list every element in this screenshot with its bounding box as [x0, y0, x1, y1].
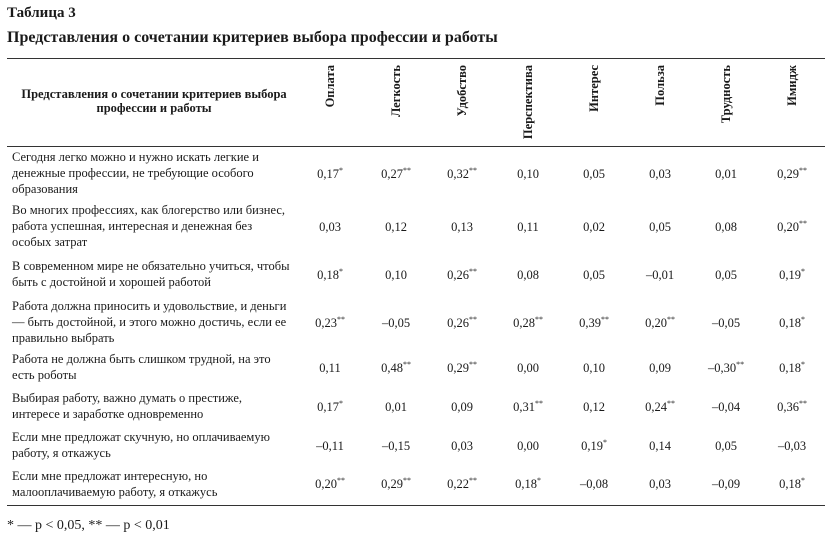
- significance-marker: **: [468, 266, 477, 276]
- cell-value: 0,03: [649, 166, 671, 181]
- cell-value: –0,09: [711, 477, 741, 492]
- cell-value: 0,03: [649, 477, 671, 492]
- cell-value: 0,17: [317, 399, 339, 414]
- cell-value: 0,26: [447, 267, 469, 282]
- row-header-label: Представления о сочетании критериев выбора профессии и работы: [7, 59, 297, 147]
- column-header-label: Легкость: [388, 65, 403, 118]
- value-cell: [693, 464, 759, 505]
- value-cell: [693, 296, 759, 349]
- significance-marker: **: [336, 314, 345, 324]
- value-cell: [363, 464, 429, 505]
- significance-marker: **: [798, 398, 807, 408]
- significance-marker: **: [468, 165, 477, 175]
- significance-marker: **: [666, 314, 675, 324]
- cell-value: 0,18: [779, 477, 801, 492]
- significance-marker: *: [602, 437, 607, 447]
- column-header: [429, 59, 495, 147]
- cell-value: 0,10: [385, 267, 407, 282]
- cell-value: 0,19: [779, 267, 801, 282]
- table-row: [7, 147, 825, 201]
- cell-value: 0,29: [447, 360, 469, 375]
- cell-value: 0,09: [451, 399, 473, 414]
- table-label: Таблица 3: [7, 5, 76, 21]
- column-header-label: Трудность: [718, 65, 733, 124]
- cell-value: 0,05: [715, 267, 737, 282]
- table-row: [7, 464, 825, 505]
- significance-marker: *: [800, 476, 805, 486]
- value-cell: [429, 147, 495, 201]
- correlation-table: [7, 58, 825, 506]
- significance-marker: **: [534, 314, 543, 324]
- value-cell: [297, 349, 363, 386]
- table-row: [7, 200, 825, 253]
- column-header-label: Перспектива: [520, 65, 535, 140]
- table-row: [7, 349, 825, 386]
- column-header: [495, 59, 561, 147]
- value-cell: [693, 386, 759, 427]
- column-header: [693, 59, 759, 147]
- value-cell: [297, 253, 363, 296]
- column-header-label: Имидж: [784, 65, 799, 106]
- value-cell: [627, 147, 693, 201]
- value-cell: [297, 296, 363, 349]
- cell-value: –0,03: [777, 438, 807, 453]
- cell-value: 0,32: [447, 166, 469, 181]
- value-cell: [495, 427, 561, 464]
- value-cell: [759, 349, 825, 386]
- cell-value: –0,30: [707, 360, 737, 375]
- row-label: Выбирая работу, важно думать о престиже, интересе и заработке одновременно: [12, 391, 243, 421]
- value-cell: [495, 296, 561, 349]
- value-cell: [297, 147, 363, 201]
- row-label: Во многих профессиях, как блогерство или бизнес, работа успешная, интересная и денежная без особых затрат: [12, 203, 286, 249]
- table-row: [7, 386, 825, 427]
- cell-value: 0,08: [517, 267, 539, 282]
- row-label: В современном мире не обязательно учиться, чтобы быть с достойной и хорошей работой: [12, 259, 290, 289]
- cell-value: –0,11: [316, 438, 344, 453]
- value-cell: [297, 200, 363, 253]
- value-cell: [627, 464, 693, 505]
- cell-value: 0,14: [649, 438, 671, 453]
- cell-value: 0,18: [515, 477, 537, 492]
- value-cell: [561, 296, 627, 349]
- value-cell: [561, 464, 627, 505]
- significance-marker: *: [338, 165, 343, 175]
- value-cell: [363, 200, 429, 253]
- cell-value: 0,03: [451, 438, 473, 453]
- value-cell: [429, 200, 495, 253]
- cell-value: 0,48: [381, 360, 403, 375]
- value-cell: [561, 200, 627, 253]
- cell-value: 0,11: [517, 219, 539, 234]
- cell-value: 0,05: [583, 166, 605, 181]
- cell-value: 0,17: [317, 166, 339, 181]
- cell-value: 0,18: [779, 315, 801, 330]
- cell-value: 0,09: [649, 360, 671, 375]
- value-cell: [627, 200, 693, 253]
- value-cell: [495, 464, 561, 505]
- value-cell: [693, 253, 759, 296]
- table-row: [7, 427, 825, 464]
- cell-value: 0,29: [777, 166, 799, 181]
- row-label: Если мне предложат скучную, но оплачиваемую работу, я откажусь: [12, 430, 270, 460]
- significance-marker: **: [402, 476, 411, 486]
- cell-value: 0,28: [513, 315, 535, 330]
- cell-value: –0,04: [711, 399, 741, 414]
- value-cell: [759, 147, 825, 201]
- value-cell: [363, 349, 429, 386]
- cell-value: 0,20: [315, 477, 337, 492]
- cell-value: –0,05: [381, 315, 411, 330]
- row-label: Работа должна приносить и удовольствие, и деньги — быть достойной, и этого можно достичь, если ее правильно выбрать: [12, 299, 287, 345]
- value-cell: [759, 427, 825, 464]
- row-label: Если мне предложат интересную, но малооплачиваемую работу, я откажусь: [12, 468, 218, 499]
- value-cell: [759, 253, 825, 296]
- cell-value: 0,39: [579, 315, 601, 330]
- value-cell: [627, 296, 693, 349]
- value-cell: [759, 464, 825, 505]
- significance-marker: **: [798, 218, 807, 228]
- value-cell: [363, 147, 429, 201]
- value-cell: [363, 296, 429, 349]
- cell-value: 0,05: [649, 219, 671, 234]
- value-cell: [693, 349, 759, 386]
- significance-marker: **: [402, 165, 411, 175]
- significance-marker: *: [338, 398, 343, 408]
- cell-value: 0,12: [583, 399, 605, 414]
- table-title: Представления о сочетании критериев выбора профессии и работы: [7, 29, 498, 46]
- significance-marker: *: [800, 314, 805, 324]
- cell-value: 0,20: [777, 219, 799, 234]
- cell-value: 0,31: [513, 399, 535, 414]
- row-label: Работа не должна быть слишком трудной, на это есть роботы: [12, 352, 271, 382]
- significance-marker: **: [336, 476, 345, 486]
- value-cell: [627, 253, 693, 296]
- significance-marker: **: [600, 314, 609, 324]
- table-body: [7, 147, 825, 506]
- cell-value: –0,08: [579, 477, 609, 492]
- value-cell: [627, 349, 693, 386]
- value-cell: [561, 427, 627, 464]
- value-cell: [759, 386, 825, 427]
- significance-marker: **: [534, 398, 543, 408]
- value-cell: [429, 253, 495, 296]
- value-cell: [693, 427, 759, 464]
- significance-marker: **: [798, 165, 807, 175]
- cell-value: 0,00: [517, 360, 539, 375]
- value-cell: [561, 147, 627, 201]
- footnote: * — p < 0,05, ** — p < 0,01: [7, 518, 170, 533]
- value-cell: [297, 427, 363, 464]
- value-cell: [297, 464, 363, 505]
- header-row: [7, 59, 825, 147]
- significance-marker: **: [402, 359, 411, 369]
- value-cell: [759, 200, 825, 253]
- column-header: [561, 59, 627, 147]
- value-cell: [363, 427, 429, 464]
- cell-value: 0,11: [319, 360, 341, 375]
- cell-value: –0,15: [381, 438, 411, 453]
- significance-marker: *: [338, 266, 343, 276]
- value-cell: [429, 296, 495, 349]
- cell-value: –0,01: [645, 267, 675, 282]
- cell-value: 0,27: [381, 166, 403, 181]
- cell-value: 0,20: [645, 315, 667, 330]
- value-cell: [495, 200, 561, 253]
- value-cell: [429, 386, 495, 427]
- value-cell: [363, 386, 429, 427]
- cell-value: 0,13: [451, 219, 473, 234]
- value-cell: [561, 253, 627, 296]
- column-header-label: Польза: [652, 65, 667, 106]
- value-cell: [693, 200, 759, 253]
- column-header-label: Оплата: [322, 65, 337, 108]
- value-cell: [363, 253, 429, 296]
- cell-value: 0,24: [645, 399, 667, 414]
- significance-marker: **: [468, 314, 477, 324]
- row-label: Сегодня легко можно и нужно искать легкие и денежные профессии, не требующие особого образования: [12, 150, 259, 196]
- column-header: [363, 59, 429, 147]
- value-cell: [429, 349, 495, 386]
- value-cell: [495, 386, 561, 427]
- cell-value: 0,18: [779, 360, 801, 375]
- column-header: [297, 59, 363, 147]
- cell-value: 0,05: [583, 267, 605, 282]
- value-cell: [429, 427, 495, 464]
- table-row: [7, 296, 825, 349]
- cell-value: 0,01: [715, 166, 737, 181]
- significance-marker: *: [800, 359, 805, 369]
- cell-value: 0,19: [581, 438, 603, 453]
- cell-value: 0,26: [447, 315, 469, 330]
- column-header-label: Интерес: [586, 65, 601, 112]
- cell-value: 0,10: [583, 360, 605, 375]
- cell-value: 0,08: [715, 219, 737, 234]
- significance-marker: **: [468, 359, 477, 369]
- value-cell: [429, 464, 495, 505]
- cell-value: 0,12: [385, 219, 407, 234]
- significance-marker: *: [536, 476, 541, 486]
- significance-marker: **: [666, 398, 675, 408]
- cell-value: 0,29: [381, 477, 403, 492]
- significance-marker: **: [468, 476, 477, 486]
- value-cell: [627, 386, 693, 427]
- value-cell: [495, 147, 561, 201]
- value-cell: [495, 349, 561, 386]
- cell-value: 0,23: [315, 315, 337, 330]
- cell-value: 0,22: [447, 477, 469, 492]
- cell-value: 0,10: [517, 166, 539, 181]
- significance-marker: **: [736, 359, 745, 369]
- column-header: [627, 59, 693, 147]
- value-cell: [561, 386, 627, 427]
- cell-value: 0,05: [715, 438, 737, 453]
- cell-value: –0,05: [711, 315, 741, 330]
- cell-value: 0,01: [385, 399, 407, 414]
- significance-marker: *: [800, 266, 805, 276]
- cell-value: 0,00: [517, 438, 539, 453]
- value-cell: [297, 386, 363, 427]
- value-cell: [561, 349, 627, 386]
- value-cell: [759, 296, 825, 349]
- column-header-label: Удобство: [454, 65, 469, 117]
- cell-value: 0,02: [583, 219, 605, 234]
- cell-value: 0,18: [317, 267, 339, 282]
- value-cell: [495, 253, 561, 296]
- cell-value: 0,36: [777, 399, 799, 414]
- value-cell: [627, 427, 693, 464]
- table-row: [7, 253, 825, 296]
- value-cell: [693, 147, 759, 201]
- column-header: [759, 59, 825, 147]
- cell-value: 0,03: [319, 219, 341, 234]
